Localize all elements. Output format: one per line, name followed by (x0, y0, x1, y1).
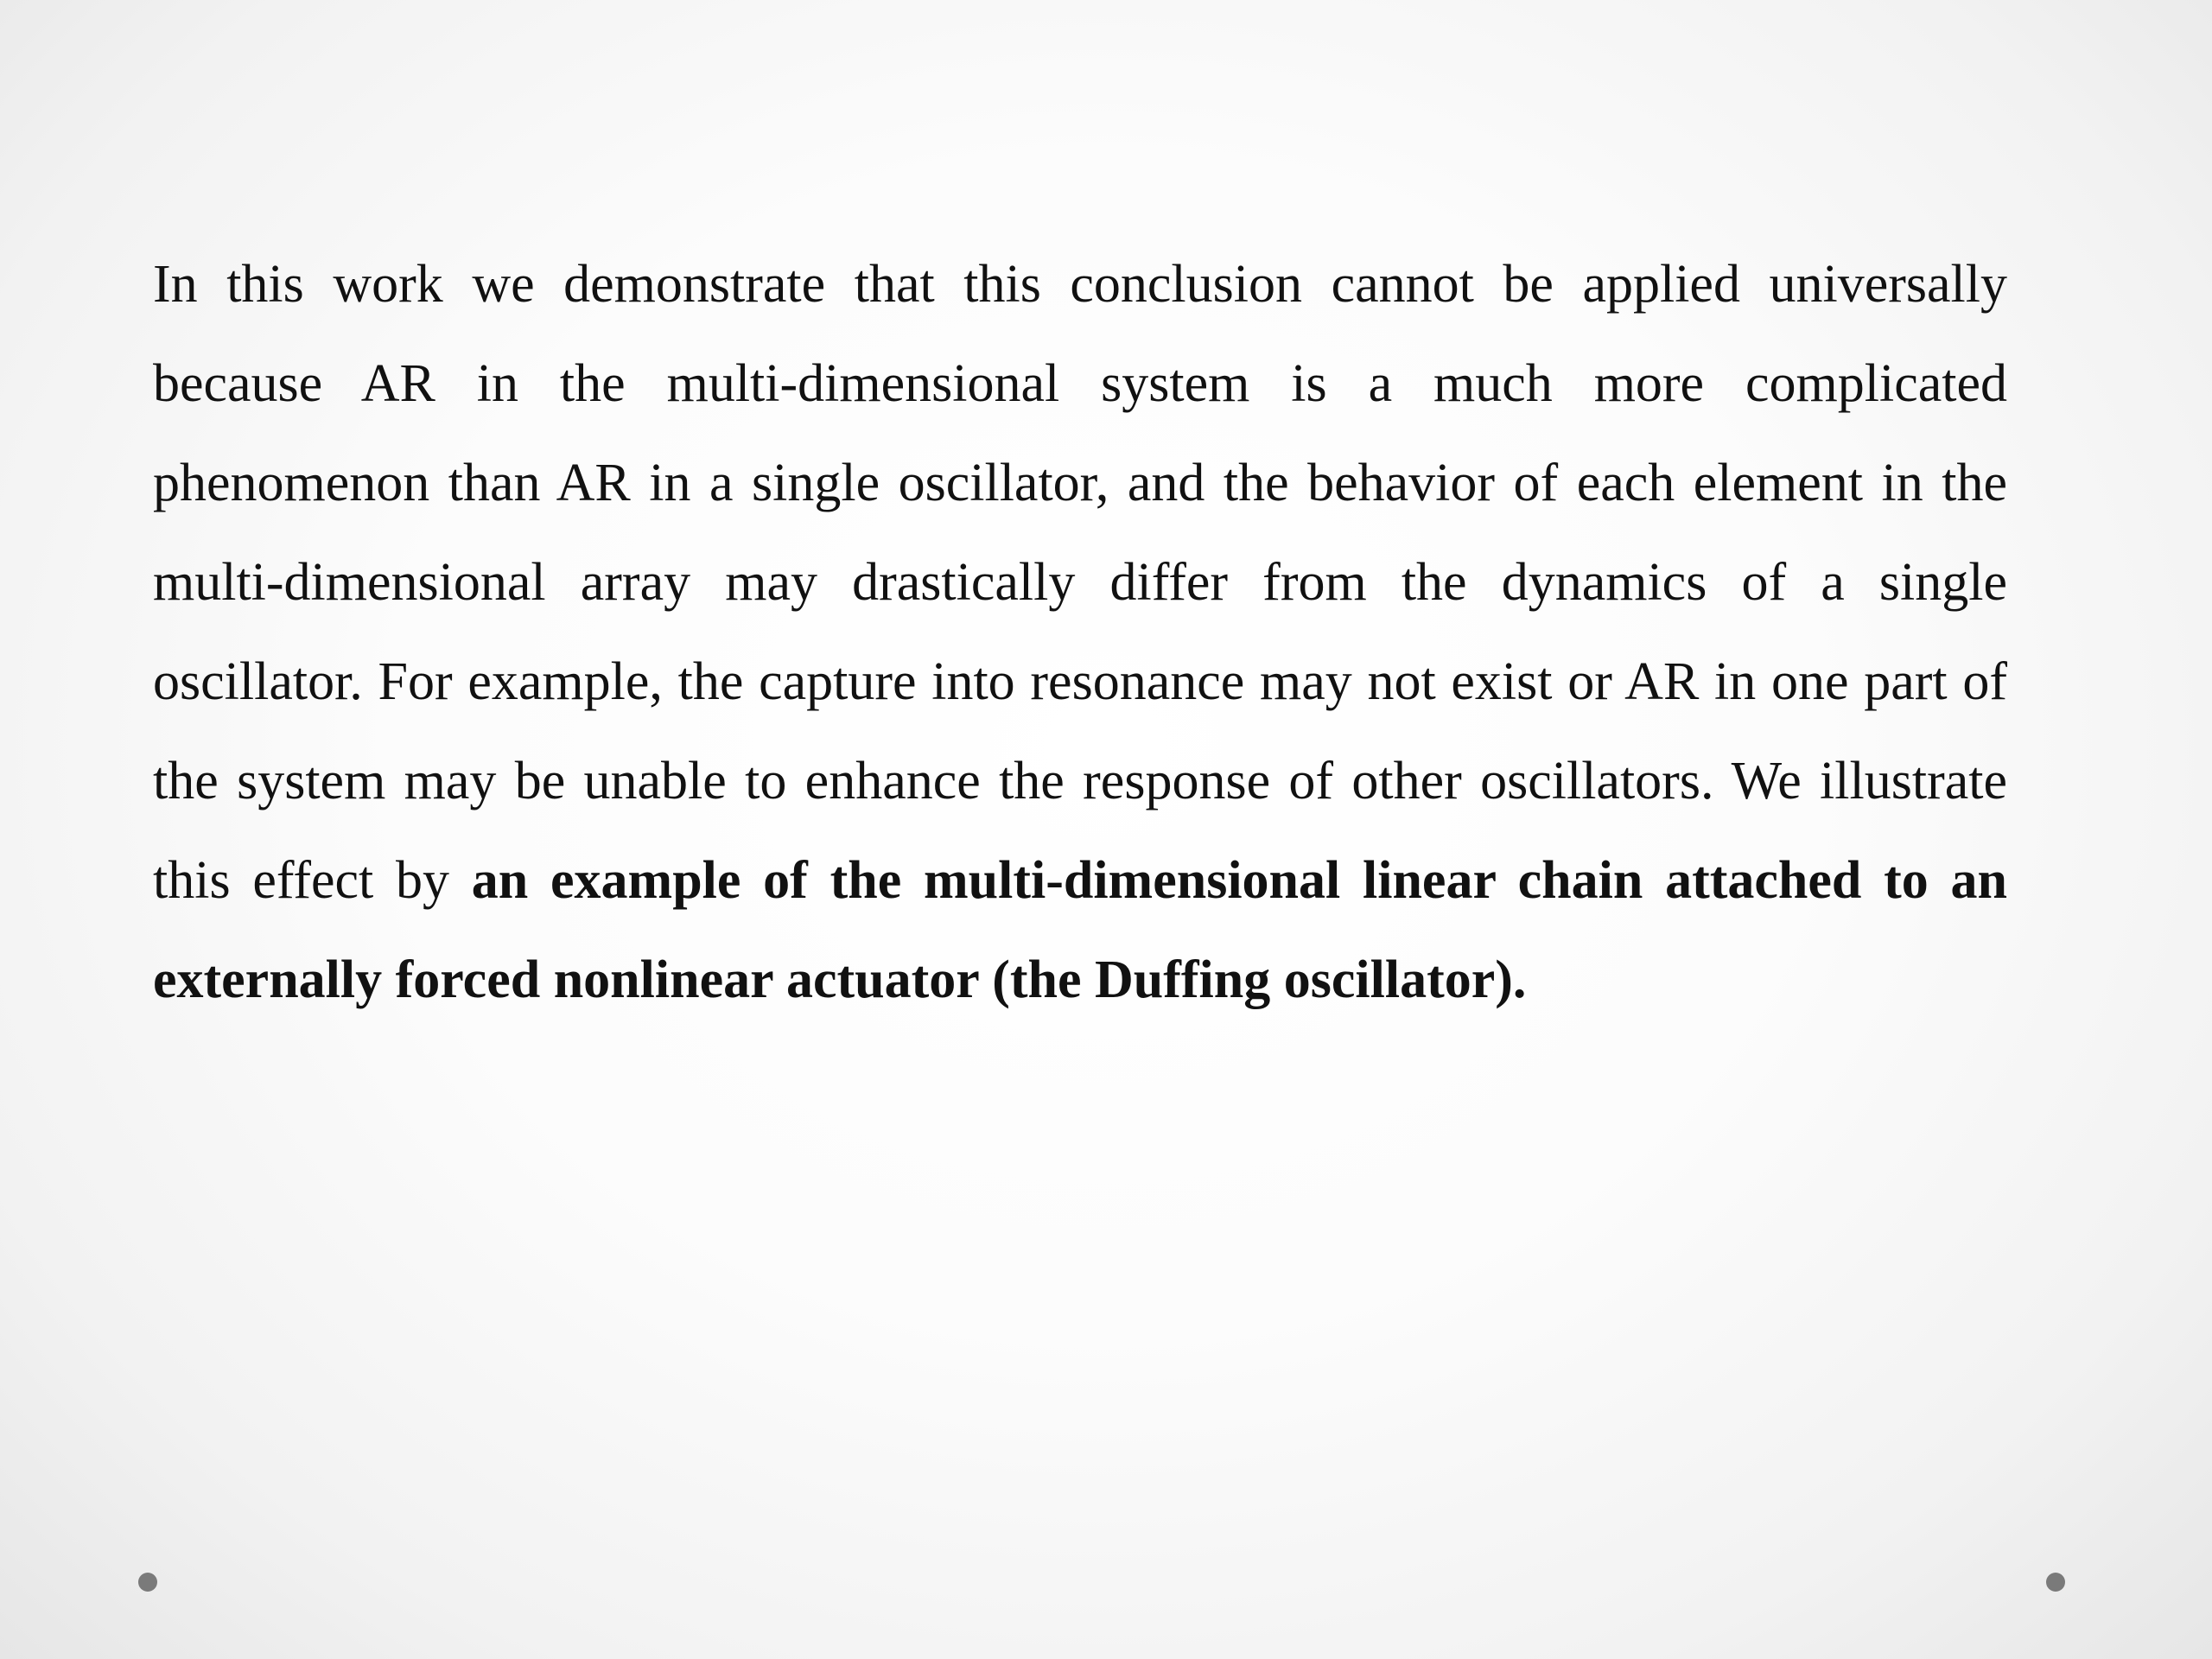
slide-body (153, 235, 2007, 1030)
paragraph-bold-text: an example of the multi-dimensional linear chain attached to an externally forced nonlinear actuator (the Duffing oscillator). (153, 851, 2007, 1009)
paragraph-regular-text: In this work we demonstrate that this conclusion cannot be applied universally because AR in the multi-dimensional system is a much more complicated phenomenon than AR in a single oscillator, and the behavior of each element in the multi-dimensional array may drastically differ from the dynamics of a single oscillator. For example, the capture into resonance may not exist or AR in one part of the system may be unable to enhance the response of other oscillators. We illustrate this effect by (153, 255, 2007, 910)
decorative-dot-left (138, 1573, 157, 1592)
body-paragraph (153, 235, 2007, 1030)
decorative-dot-right (2046, 1573, 2065, 1592)
